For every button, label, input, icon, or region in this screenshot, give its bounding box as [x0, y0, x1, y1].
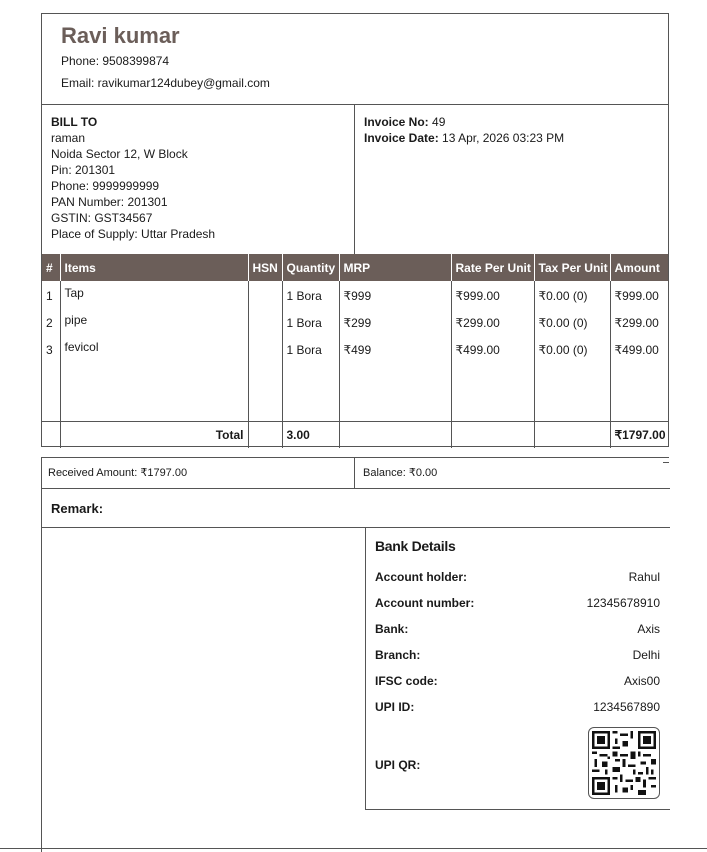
invoice-meta [364, 114, 564, 146]
company-phone: Phone: 9508399874 [61, 54, 170, 68]
bank-row-branch [375, 648, 660, 662]
row-mrp: ₹299 [339, 308, 451, 335]
bank-label: Branch: [375, 648, 421, 662]
company-email: Email: ravikumar124dubey@gmail.com [61, 76, 270, 90]
bank-value: Axis00 [623, 674, 660, 688]
bank-value: 1234567890 [593, 700, 660, 714]
col-header-items: Items [60, 254, 248, 281]
row-mrp: ₹499 [339, 335, 451, 362]
invoice-date-value: 13 Apr, 2026 03:23 PM [442, 131, 565, 145]
invoice-number-label: Invoice No: [364, 115, 429, 129]
row-tax: ₹0.00 (0) [534, 281, 610, 308]
row-mrp: ₹999 [339, 281, 451, 308]
bank-label: Bank: [375, 622, 409, 636]
remark-label: Remark: [51, 501, 104, 516]
customer-phone: Phone: 9999999999 [51, 179, 160, 193]
row-qty: 1 Bora [282, 335, 339, 362]
total-label: Total [60, 422, 248, 448]
table-row [42, 308, 668, 335]
col-header-hsn: HSN [248, 254, 282, 281]
bank-row-account-holder [375, 570, 660, 584]
row-num: 2 [46, 316, 53, 330]
divider [354, 458, 355, 488]
received-amount: Received Amount: ₹1797.00 [48, 467, 188, 479]
col-header-num: # [42, 254, 60, 281]
bank-label: Account number: [375, 596, 475, 610]
bank-label: IFSC code: [375, 674, 438, 688]
qr-frame [588, 727, 660, 799]
customer-gstin: GSTIN: GST34567 [51, 211, 153, 225]
bank-row-bank [375, 622, 660, 636]
place-of-supply: Place of Supply: Uttar Pradesh [51, 227, 216, 241]
row-tax: ₹0.00 (0) [534, 308, 610, 335]
bank-row-account-number [375, 596, 660, 610]
customer-pan: PAN Number: 201301 [51, 195, 168, 209]
bill-to-section [51, 114, 215, 242]
row-qty: 1 Bora [282, 308, 339, 335]
bill-to-heading: BILL TO [51, 115, 98, 129]
col-header-quantity: Quantity [282, 254, 339, 281]
bank-label: Account holder: [375, 570, 467, 584]
invoice-date-label: Invoice Date: [364, 131, 439, 145]
row-amount: ₹299.00 [610, 308, 668, 335]
col-header-amount: Amount [610, 254, 668, 281]
items-table [42, 254, 668, 448]
table-header-row [42, 254, 668, 281]
customer-name: raman [51, 131, 86, 145]
bank-row-upi-id [375, 700, 660, 714]
row-amount: ₹999.00 [610, 281, 668, 308]
total-amount: ₹1797.00 [610, 422, 668, 448]
customer-pin: Pin: 201301 [51, 163, 116, 177]
bank-label: UPI ID: [375, 700, 415, 714]
bank-row-ifsc [375, 674, 660, 688]
divider [354, 104, 355, 254]
row-rate: ₹299.00 [451, 308, 534, 335]
invoice-box [41, 13, 669, 447]
company-name: Ravi kumar [61, 23, 180, 48]
row-num: 1 [46, 289, 53, 303]
invoice-number-value: 49 [432, 115, 446, 129]
bank-value: Axis [637, 622, 660, 636]
row-item: pipe [60, 308, 248, 335]
divider [42, 488, 670, 489]
bank-details-title: Bank Details [375, 538, 456, 554]
row-num: 3 [46, 343, 53, 357]
col-header-rate: Rate Per Unit [451, 254, 534, 281]
invoice-number [364, 114, 564, 130]
customer-address: Noida Sector 12, W Block [51, 147, 188, 161]
table-total-row [42, 422, 668, 448]
summary-box [41, 457, 669, 852]
bank-value: Delhi [632, 648, 660, 662]
row-item: Tap [60, 281, 248, 308]
balance-amount: Balance: ₹0.00 [363, 467, 438, 479]
invoice-date [364, 130, 564, 146]
divider [663, 462, 669, 463]
row-tax: ₹0.00 (0) [534, 335, 610, 362]
row-hsn [248, 308, 282, 335]
col-header-mrp: MRP [339, 254, 451, 281]
col-header-tax: Tax Per Unit [534, 254, 610, 281]
bank-value: Rahul [628, 570, 660, 584]
divider [42, 104, 668, 105]
row-amount: ₹499.00 [610, 335, 668, 362]
table-row [42, 281, 668, 308]
qr-code-icon [592, 731, 656, 795]
row-hsn [248, 335, 282, 362]
row-rate: ₹999.00 [451, 281, 534, 308]
table-spacer-row [42, 362, 668, 422]
row-hsn [248, 281, 282, 308]
row-qty: 1 Bora [282, 281, 339, 308]
total-quantity: 3.00 [282, 422, 339, 448]
bank-details-box [365, 527, 670, 810]
bank-value: 12345678910 [586, 596, 660, 610]
row-item: fevicol [60, 335, 248, 362]
upi-qr-label: UPI QR: [375, 758, 421, 772]
row-rate: ₹499.00 [451, 335, 534, 362]
table-row [42, 335, 668, 362]
